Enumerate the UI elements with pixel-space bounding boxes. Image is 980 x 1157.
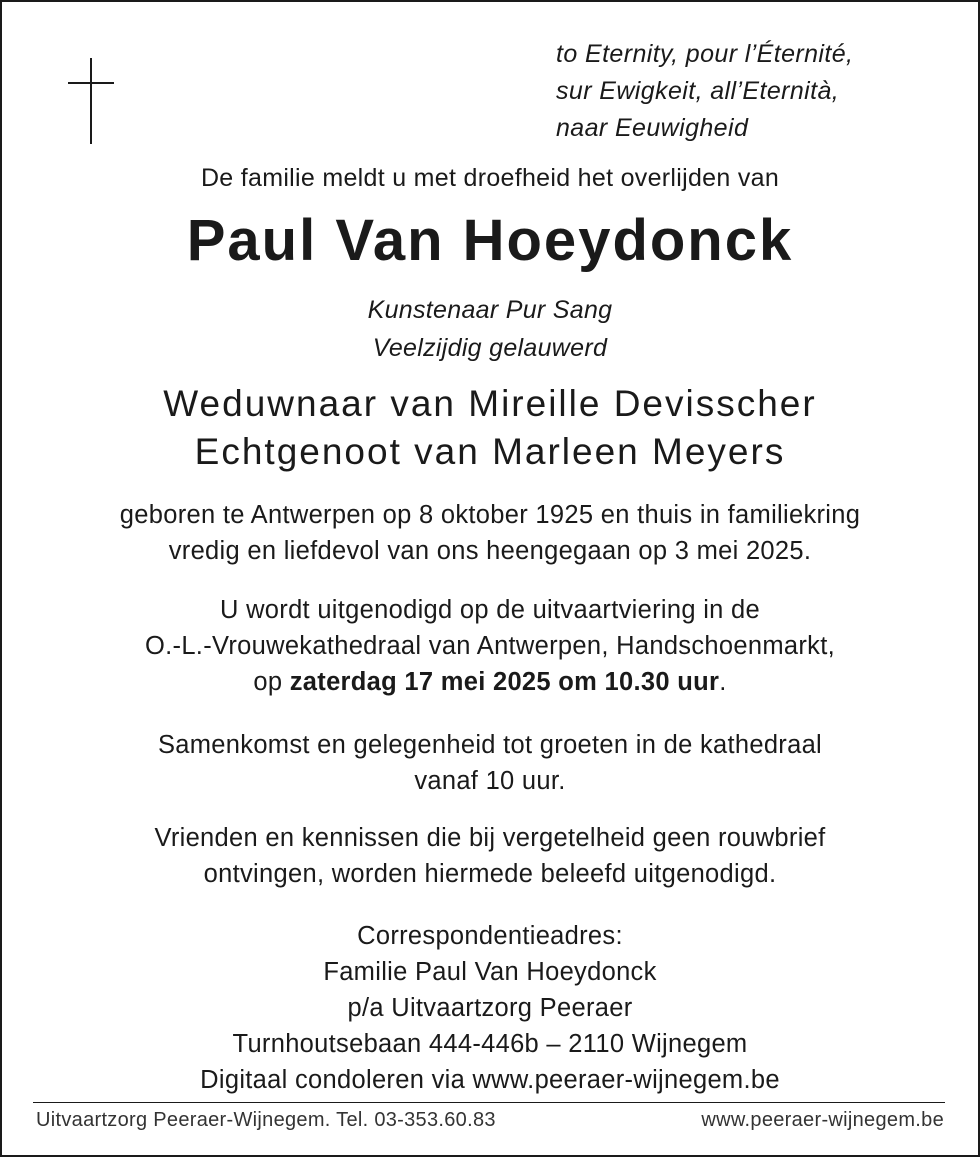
footer-funeral-home: Uitvaartzorg Peeraer-Wijnegem. Tel. 03-353.60.83: [36, 1109, 496, 1131]
motto-line: sur Ewigkeit, all’Eternità,: [556, 77, 840, 105]
birth-death-paragraph: [0, 497, 980, 569]
funeral-paragraph: [0, 592, 980, 700]
motto: [556, 36, 966, 147]
intro-text: De familie meldt u met droefheid het overlijden van: [200, 164, 780, 192]
subtitles: [0, 291, 980, 367]
paragraph-line: geboren te Antwerpen op 8 oktober 1925 en thuis in familiekring: [119, 501, 861, 529]
spouse-line: Weduwnaar van Mireille Devisscher: [163, 383, 817, 424]
paragraph-line: Samenkomst en gelegenheid tot groeten in de kathedraal: [157, 731, 823, 759]
paragraph-line: O.-L.-Vrouwekathedraal van Antwerpen, Handschoenmarkt,: [145, 632, 835, 660]
footer-divider: [33, 1102, 945, 1103]
correspondence-line: Turnhoutsebaan 444-446b – 2110 Wijnegem: [232, 1030, 748, 1058]
cross-icon: [68, 58, 114, 144]
funeral-date-prefix: op: [253, 668, 290, 696]
paragraph-line: vanaf 10 uur.: [414, 767, 566, 795]
paragraph-line: vredig en liefdevol van ons heengegaan op 3 mei 2025.: [168, 537, 812, 565]
paragraph-line: ontvingen, worden hiermede beleefd uitgenodigd.: [203, 860, 777, 888]
spouse-lines: [0, 380, 980, 476]
paragraph-line: U wordt uitgenodigd op de uitvaartviering in de: [219, 596, 760, 624]
funeral-date-suffix: .: [719, 668, 727, 696]
correspondence-heading: Correspondentieadres:: [357, 922, 623, 950]
subtitle-line: Veelzijdig gelauwerd: [372, 334, 608, 362]
motto-line: to Eternity, pour l’Éternité,: [556, 40, 854, 68]
spouse-line: Echtgenoot van Marleen Meyers: [194, 431, 786, 472]
paragraph-line: Vrienden en kennissen die bij vergetelheid geen rouwbrief: [154, 824, 826, 852]
funeral-date-line: [0, 664, 980, 700]
condolence-line: Digitaal condoleren via www.peeraer-wijnegem.be: [200, 1066, 780, 1094]
funeral-date-bold: zaterdag 17 mei 2025 om 10.30 uur: [289, 668, 720, 696]
motto-line: naar Eeuwigheid: [556, 114, 749, 142]
correspondence-address: [0, 918, 980, 1098]
gathering-paragraph: [0, 727, 980, 799]
footer-website: www.peeraer-wijnegem.be: [701, 1109, 944, 1131]
correspondence-line: Familie Paul Van Hoeydonck: [323, 958, 657, 986]
correspondence-line: p/a Uitvaartzorg Peeraer: [347, 994, 633, 1022]
subtitle-line: Kunstenaar Pur Sang: [367, 296, 613, 324]
deceased-name: Paul Van Hoeydonck: [186, 208, 794, 273]
invitation-paragraph: [0, 820, 980, 892]
